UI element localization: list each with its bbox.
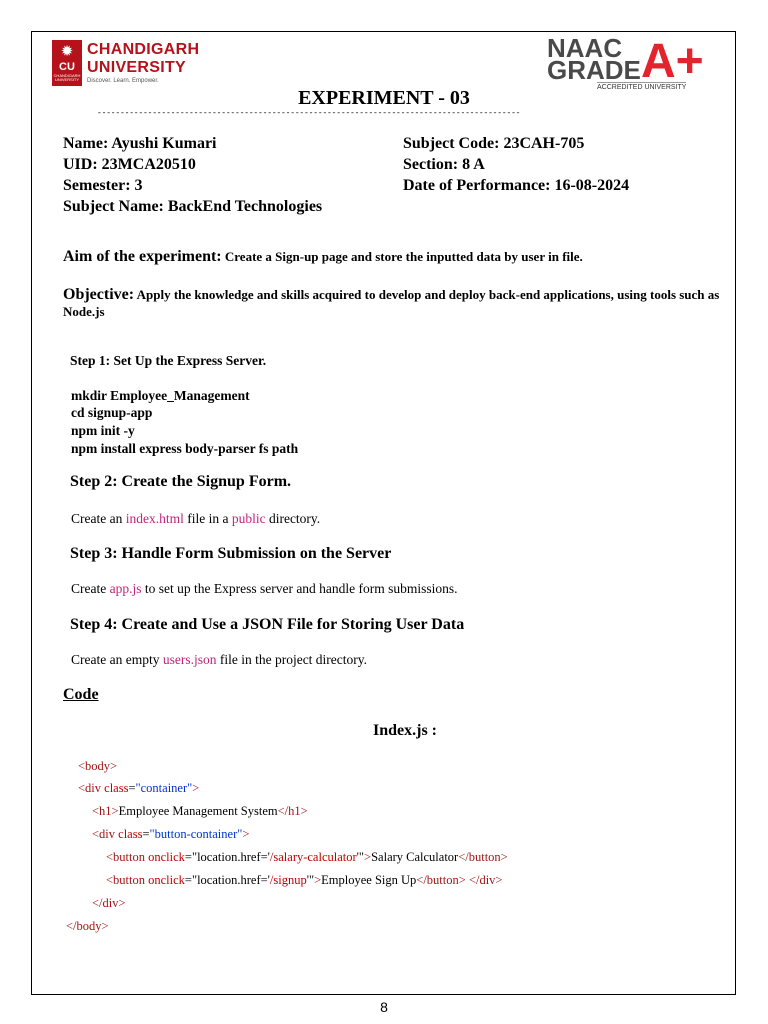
code-line [78, 759, 117, 774]
aim-text: Create a Sign-up page and store the inputted data by user in file. [221, 249, 583, 264]
step2-heading: Step 2: Create the Signup Form. [70, 473, 292, 490]
code-text: Employee Management System [118, 804, 278, 818]
cu-name-line1: CHANDIGARH [87, 41, 200, 58]
step3-text [71, 581, 458, 597]
code-tag: </div> [92, 896, 126, 910]
code-attr: onclick [148, 850, 185, 864]
objective-text: Apply the knowledge and skills acquired to develop and deploy back-end applications, using tools such as Node.js [63, 287, 720, 319]
step3-text-part: to set up the Express server and handle form submissions. [141, 581, 458, 596]
code-eq: = [184, 873, 192, 887]
code-tag: <body> [78, 759, 118, 773]
naac-grade-logo [545, 34, 720, 92]
cu-name-line2: UNIVERSITY [87, 59, 187, 76]
code-tag: > [314, 873, 322, 887]
step2-text-part: Create an [71, 511, 126, 526]
command-line: npm init -y [71, 423, 135, 438]
code-line [106, 850, 508, 865]
chandigarh-university-logo [52, 38, 200, 94]
code-line [66, 919, 109, 934]
code-eq: = [184, 850, 192, 864]
code-attr: onclick [148, 873, 185, 887]
code-eq: = [142, 827, 150, 841]
star-icon: ✹ [60, 42, 74, 60]
step4-heading: Step 4: Create and Use a JSON File for Storing User Data [70, 616, 465, 633]
code-text: Salary Calculator [371, 850, 459, 864]
code-text: Employee Sign Up [321, 873, 417, 887]
code-tag: <button [106, 850, 149, 864]
code-value: /salary-calculator [269, 850, 357, 864]
code-tag: <div [92, 827, 119, 841]
code-line [78, 781, 199, 796]
step2-text-part: file in a [183, 511, 232, 526]
code-eq: = [128, 781, 136, 795]
aim-label: Aim of the experiment: [63, 248, 222, 265]
code-line [92, 804, 308, 819]
step4-text [71, 652, 367, 668]
code-value: "location.href=' [191, 850, 270, 864]
code-tag: <button [106, 873, 149, 887]
code-attr: class [104, 781, 129, 795]
code-value: '" [356, 850, 365, 864]
code-value: '" [306, 873, 315, 887]
code-tag: > [242, 827, 250, 841]
semester: Semester: 3 [63, 177, 143, 194]
step3-text-part: Create [71, 581, 110, 596]
code-tag: </button> [458, 850, 508, 864]
code-tag: </button> [416, 873, 466, 887]
naac-line1: NAAC [547, 33, 623, 63]
subject-name: Subject Name: BackEnd Technologies [63, 198, 323, 215]
step1-heading: Step 1: Set Up the Express Server. [70, 353, 267, 368]
naac-line2: GRADE [547, 55, 641, 85]
app-js-link: app.js [109, 581, 142, 596]
date-of-performance: Date of Performance: 16-08-2024 [403, 177, 630, 194]
cu-tagline: Discover. Learn. Empower. [87, 78, 159, 84]
cu-emblem-small-text: CHANDIGARH UNIVERSITY [53, 73, 81, 82]
student-uid: UID: 23MCA20510 [63, 156, 196, 173]
public-link: public [231, 511, 266, 526]
experiment-title: EXPERIMENT - 03 [298, 87, 470, 109]
index-js-heading: Index.js : [372, 722, 437, 739]
subject-code: Subject Code: 23CAH-705 [403, 135, 585, 152]
code-value: "button-container" [149, 827, 243, 841]
command-line: npm install express body-parser fs path [71, 441, 299, 456]
code-value: "location.href=' [191, 873, 270, 887]
index-html-link: index.html [125, 511, 184, 526]
step2-text [71, 511, 320, 527]
command-line: cd signup-app [71, 405, 153, 420]
code-tag: > [364, 850, 372, 864]
step2-text-part: directory. [265, 511, 321, 526]
code-heading: Code [63, 686, 99, 703]
objective-paragraph [63, 286, 728, 320]
code-line [106, 873, 502, 888]
code-tag: > [192, 781, 200, 795]
code-tag: </body> [66, 919, 109, 933]
code-value: "container" [135, 781, 193, 795]
section: Section: 8 A [403, 156, 485, 173]
cu-emblem-abbr: CU [59, 61, 75, 73]
title-divider: -------------------------------------------------------------------------------------------- [97, 109, 521, 118]
command-line: mkdir Employee_Management [71, 388, 250, 403]
naac-grade: A+ [641, 35, 704, 88]
code-tag: <h1> [92, 804, 119, 818]
code-attr: class [118, 827, 143, 841]
student-name: Name: Ayushi Kumari [63, 135, 217, 152]
code-value: /signup [269, 873, 307, 887]
step3-heading: Step 3: Handle Form Submission on the Server [70, 545, 392, 562]
users-json-link: users.json [162, 652, 217, 667]
code-tag: </div> [465, 873, 503, 887]
naac-accredited: ACCREDITED UNIVERSITY [597, 84, 687, 91]
aim-paragraph [63, 248, 728, 266]
code-line [92, 827, 249, 842]
code-tag: <div [78, 781, 105, 795]
objective-label: Objective: [63, 286, 135, 303]
step4-text-part: file in the project directory. [216, 652, 368, 667]
code-tag: </h1> [277, 804, 308, 818]
cu-emblem-icon [52, 40, 82, 86]
code-line [92, 896, 126, 911]
step4-text-part: Create an empty [71, 652, 163, 667]
page-number: 8 [380, 999, 388, 1015]
